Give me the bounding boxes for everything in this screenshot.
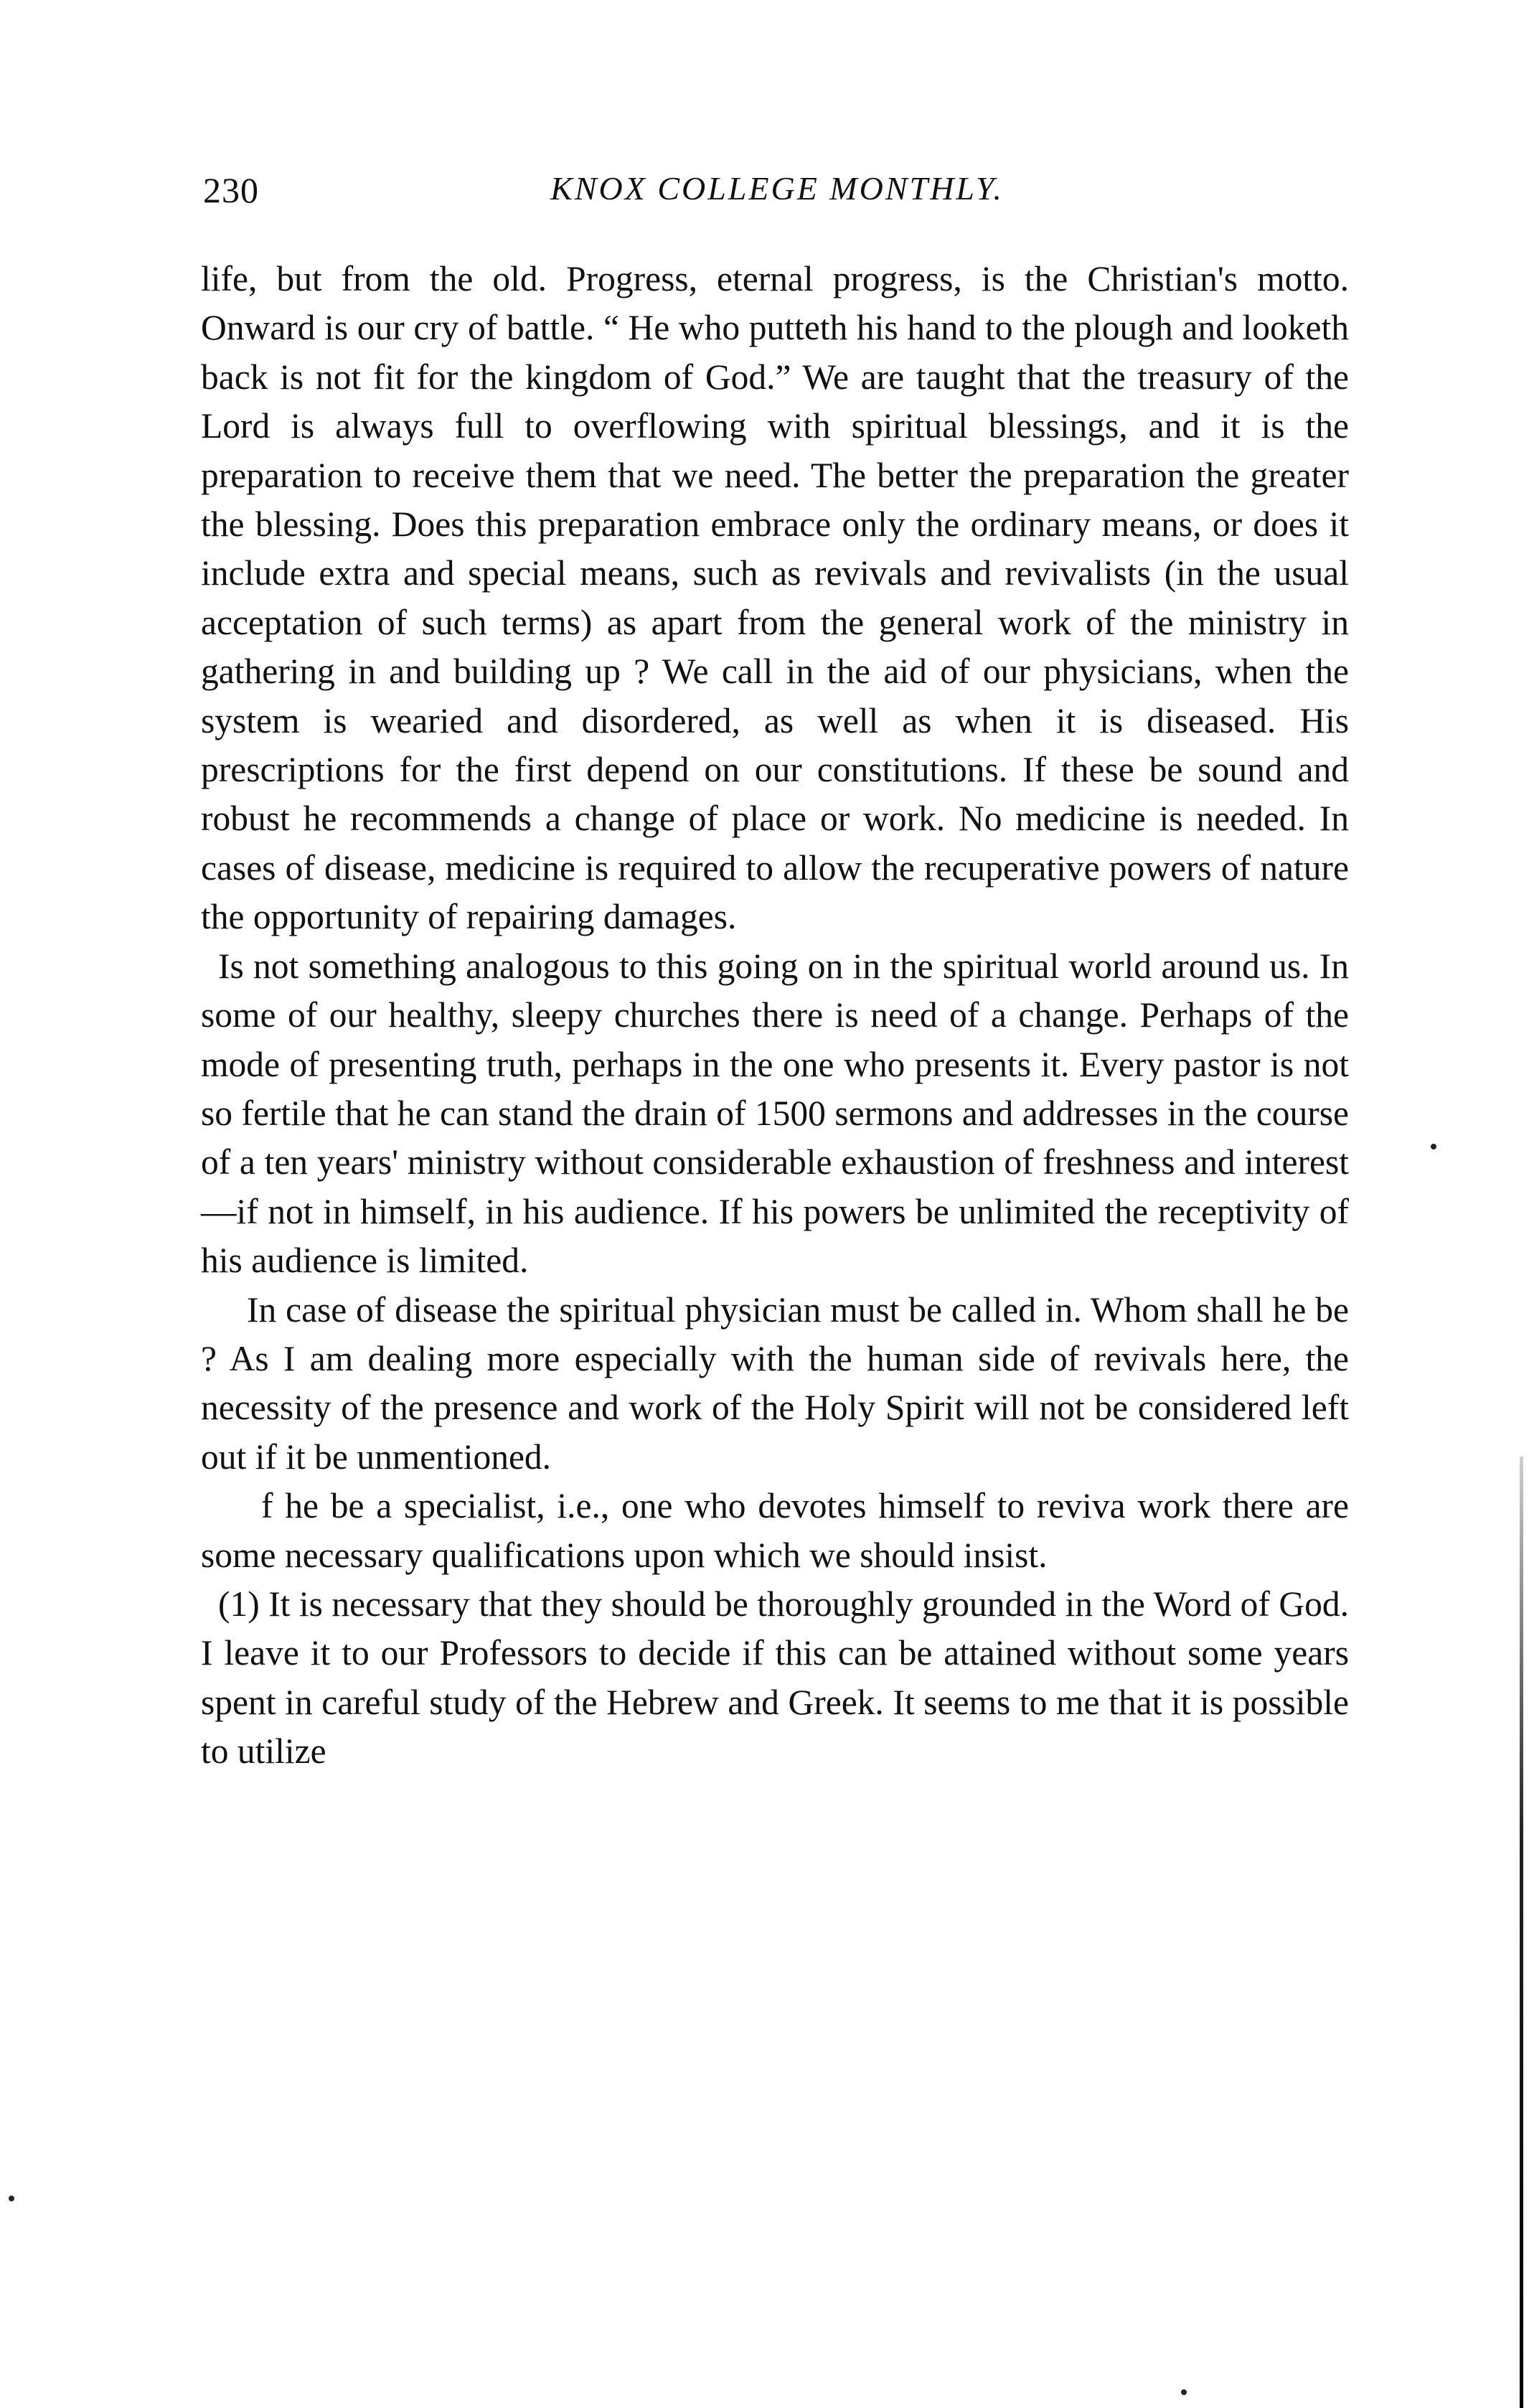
page-edge-shadow [1520,1457,1523,2408]
page-header [203,169,1351,220]
ink-speck [1431,1144,1436,1149]
paragraph-5: (1) It is necessary that they should be thoroughly grounded in the Word of God. I leave it to our Professors to decide if this can be attained without some years spent in careful study of the Hebrew and Greek. It seems to me that it is possible to utilize [201,1584,1349,1772]
page-number: 230 [203,170,259,210]
ink-speck [1181,2389,1187,2395]
running-title: KNOX COLLEGE MONTHLY. [550,170,1004,207]
paragraph-3: In case of disease the spiritual physician must be called in. Whom shall he be ? As I am dealing more especially with the human side of revivals here, the necessity of the presence and work of the Holy Spirit will not be considered left out if it be unmentioned. [201,1289,1349,1477]
paragraph-4: f he be a specialist, i.e., one who devotes himself to reviva work there are some necessary qualifications upon which we should insist. [201,1486,1349,1575]
paragraph-1: life, but from the old. Progress, eternal progress, is the Christian's motto. Onward is our cry of battle. “ He who putteth his hand to the plough and looketh back is not fit for the kingdom of God.” We are taught that the treasury of the Lord is always full to overflowing with spiritual blessings, and it is the preparation to receive them that we need. The better the preparation the greater the blessing. Does this preparation embrace only the ordinary means, or does it include extra and special means, such as revivals and revivalists (in the usual acceptation of such terms) as apart from the general work of the ministry in gathering in and building up ? We call in the aid of our physicians, when the system is wearied and disordered, as well as when it is diseased. His prescriptions for the first depend on our constitutions. If these be sound and robust he recommends a change of place or work. No medicine is needed. In cases of disease, medicine is required to allow the recuperative powers of nature the opportunity of repairing damages. [201,259,1349,937]
ink-speck [9,2196,14,2201]
paragraph-2: Is not something analogous to this going on in the spiritual world around us. In some of our healthy, sleepy churches there is need of a change. Perhaps of the mode of presenting truth, perhaps in the one who presents it. Every pastor is not so fertile that he can stand the drain of 1500 sermons and addresses in the course of a ten years' ministry without considerable exhaustion of freshness and interest—if not in himself, in his audience. If his powers be unlimited the receptivity of his audience is limited. [201,946,1349,1281]
body-text [201,255,1349,1777]
